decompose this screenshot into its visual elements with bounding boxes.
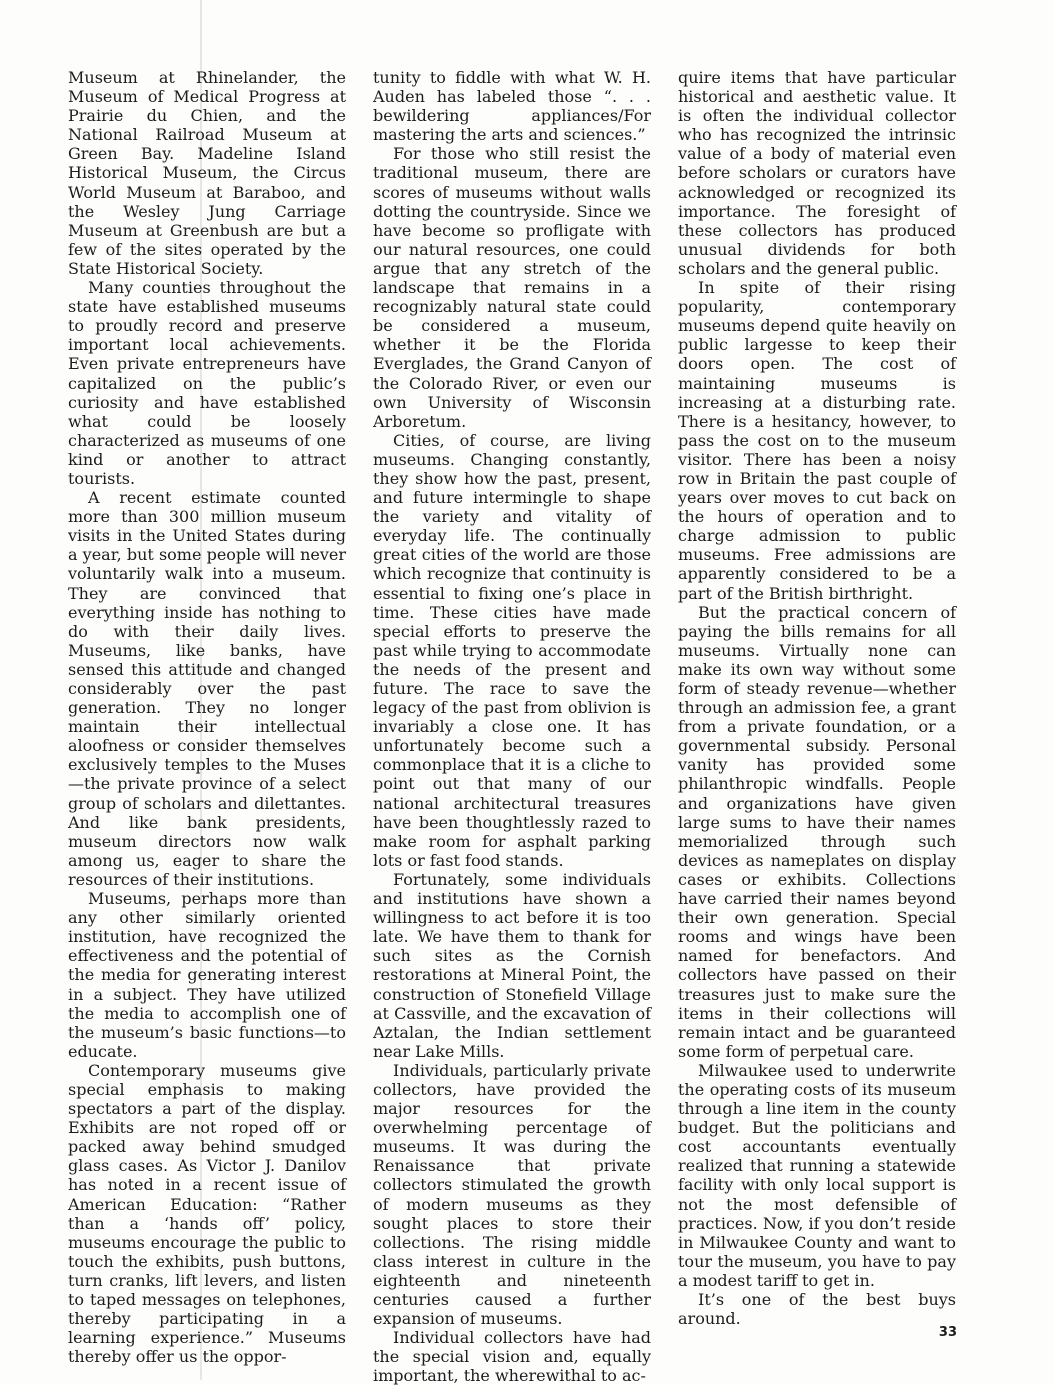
paragraph: tunity to fiddle with what W. H. Auden has labeled those “. . . bewildering appliances/For mastering the arts and sciences.” bbox=[373, 68, 651, 145]
paragraph: It’s one of the best buys around. bbox=[678, 1290, 956, 1329]
text-column-3 bbox=[678, 68, 956, 1328]
paragraph: Individuals, particularly private collectors, have provided the major resources for the overwhelming percentage of museums. It was during the Renaissance that private collectors stimulated the growth of modern museums as they sought places to store their collections. The rising middle class interest in culture in the eighteenth and nineteenth centuries caused a further expansion of museums. bbox=[373, 1060, 651, 1329]
text-column-1 bbox=[68, 68, 346, 1366]
paragraph: In spite of their rising popularity, contemporary museums depend quite heavily on public largesse to keep their doors open. The cost of maintaining museums is increasing at a disturbing rate. There is a hesitancy, however, to pass the cost on to the museum visitor. There has been a noisy row in Britain the past couple of years over moves to cut back on the hours of operation and to charge admission to public museums. Free admissions are apparently considered to be a part of the British birthright. bbox=[678, 278, 956, 603]
paragraph: Cities, of course, are living museums. Changing constantly, they show how the past, present, and future intermingle to shape the variety and vitality of everyday life. The continually great cities of the world are those which recognize that continuity is essential to fixing one’s place in time. These cities have made special efforts to preserve the past while trying to accommodate the needs of the present and future. The race to save the legacy of the past from oblivion is invariably a close one. It has unfortunately become such a commonplace that it is a cliche to point out that many of our national architectural treasures have been thoughtlessly razed to make room for asphalt parking lots or fast food stands. bbox=[373, 430, 651, 870]
paragraph: Many counties throughout the state have established museums to proudly record and preserve important local achievements. Even private entrepreneurs have capitalized on the public’s curiosity and have established what could be loosely characterized as museums of one kind or another to attract tourists. bbox=[68, 278, 346, 488]
paragraph: Fortunately, some individuals and institutions have shown a willingness to act before it is too late. We have them to thank for such sites as the Cornish restorations at Mineral Point, the construction of Stonefield Village at Cassville, and the excavation of Aztalan, the Indian settlement near Lake Mills. bbox=[373, 869, 651, 1061]
paragraph: Museum at Rhinelander, the Museum of Medical Progress at Prairie du Chien, and the National Railroad Museum at Green Bay. Madeline Island Historical Museum, the Circus World Museum at Baraboo, and the Wesley Jung Carriage Museum at Greenbush are but a few of the sites operated by the State Historical Society. bbox=[68, 68, 346, 278]
paragraph: quire items that have particular historical and aesthetic value. It is often the individual collector who has recognized the intrinsic value of a body of material even before scholars or curators have acknowledged or recognized its importance. The foresight of these collectors has produced unusual dividends for both scholars and the general public. bbox=[678, 68, 956, 278]
page-number: 33 bbox=[938, 1325, 957, 1340]
paragraph: Milwaukee used to underwrite the operating costs of its museum through a line item in the county budget. But the politicians and cost accountants eventually realized that running a statewide facility with only local support is not the most defensible of practices. Now, if you don’t reside in Milwaukee County and want to tour the museum, you have to pay a modest tariff to get in. bbox=[678, 1060, 956, 1290]
paragraph: For those who still resist the traditional museum, there are scores of museums without walls dotting the countryside. Since we have become so profligate with our natural resources, one could argue that any stretch of the landscape that remains in a recognizably natural state could be considered a museum, whether it be the Florida Everglades, the Grand Canyon of the Colorado River, or even our own University of Wisconsin Arboretum. bbox=[373, 144, 651, 431]
text-column-2 bbox=[373, 68, 651, 1385]
paragraph: Museums, perhaps more than any other similarly oriented institution, have recognized the effectiveness and the potential of the media for generating interest in a subject. They have utilized the media to accomplish one of the museum’s basic functions—to educate. bbox=[68, 889, 346, 1061]
paragraph: A recent estimate counted more than 300 million museum visits in the United States during a year, but some people will never voluntarily walk into a museum. They are convinced that everything inside has nothing to do with their daily lives. Museums, like banks, have sensed this attitude and changed considerably over the past generation. They no longer maintain their intellectual aloofness or consider themselves exclusively temples to the Muses—the private province of a select group of scholars and dilettantes. And like bank presidents, museum directors now walk among us, eager to share the resources of their institutions. bbox=[68, 488, 346, 889]
paragraph: Individual collectors have had the special vision and, equally important, the wherewithal to ac- bbox=[373, 1328, 651, 1385]
paragraph: Contemporary museums give special emphasis to making spectators a part of the display. Exhibits are not roped off or packed away behind smudged glass cases. As Victor J. Danilov has noted in a recent issue of American Education: “Rather than a ‘hands off’ policy, museums encourage the public to touch the exhibits, push buttons, turn cranks, lift levers, and listen to taped messages on telephones, thereby participating in a learning experience.” Museums thereby offer us the oppor- bbox=[68, 1060, 346, 1367]
paragraph: But the practical concern of paying the bills remains for all museums. Virtually none can make its own way without some form of steady revenue—whether through an admission fee, a grant from a private foundation, or a governmental subsidy. Personal vanity has provided some philanthropic windfalls. People and organizations have given large sums to have their names memorialized through such devices as nameplates on display cases or exhibits. Collections have carried their names beyond their own generation. Special rooms and wings have been named for benefactors. And collectors have passed on their treasures just to make sure the items in their collections will remain intact and be guaranteed some form of perpetual care. bbox=[678, 602, 956, 1061]
